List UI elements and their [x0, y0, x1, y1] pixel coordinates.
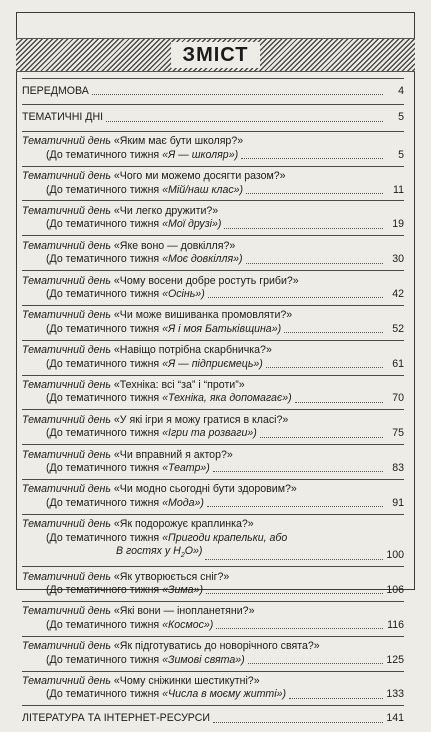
toc-entry[interactable] — [22, 375, 404, 410]
entry-prefix: Тематичний день — [22, 483, 111, 496]
page-number: 11 — [393, 183, 404, 196]
toc-entry[interactable] — [22, 671, 404, 706]
dot-leader — [241, 157, 383, 159]
dot-leader — [213, 721, 383, 723]
entry-prefix: Тематичний день — [22, 309, 111, 322]
entry-prefix: Тематичний день — [22, 239, 111, 252]
toc-section-thematic[interactable] — [22, 104, 404, 130]
entry-subtitle: (До тематичного тижня «Зимові свята») — [46, 653, 245, 666]
entry-prefix: Тематичний день — [22, 413, 111, 426]
entry-prefix: Тематичний день — [22, 379, 111, 391]
dot-leader — [206, 592, 383, 594]
toc-entry[interactable] — [22, 200, 404, 235]
entry-subtitle: (До тематичного тижня «Я — підприємець») — [46, 357, 263, 370]
entry-prefix: Тематичний день — [22, 518, 111, 531]
entry-title: «Чи вправний я актор?» — [113, 448, 233, 461]
entry-title: «Яким має бути школяр?» — [113, 135, 244, 148]
dot-leader — [224, 227, 383, 229]
page-number: 52 — [392, 322, 404, 335]
entry-subtitle: (До тематичного тижня «Техніка, яка допомагає») — [46, 392, 292, 405]
entry-prefix: Тематичний день — [22, 605, 111, 618]
toc-entry[interactable] — [22, 270, 404, 305]
dot-leader — [216, 627, 383, 629]
table-of-contents — [22, 78, 404, 732]
toc-entry[interactable] — [22, 601, 404, 636]
entry-subtitle: (До тематичного тижня «Числа в моєму житті») — [46, 688, 287, 701]
dot-leader — [208, 296, 383, 298]
toc-entry[interactable] — [22, 479, 404, 514]
entry-subtitle: (До тематичного тижня «Космос») — [46, 618, 214, 631]
page-number: 133 — [386, 688, 404, 701]
entry-title: «Яке воно — довкілля?» — [113, 239, 236, 252]
dot-leader — [289, 697, 383, 699]
toc-section-intro[interactable] — [22, 78, 404, 104]
page-number: 83 — [392, 462, 404, 475]
toc-entry[interactable] — [22, 566, 404, 601]
entry-prefix: Тематичний день — [22, 274, 111, 287]
page-number: 100 — [386, 549, 404, 562]
dot-leader — [260, 436, 383, 438]
page-number: 5 — [398, 111, 404, 124]
section-label: ЛІТЕРАТУРА ТА ІНТЕРНЕТ-РЕСУРСИ — [22, 712, 211, 725]
entry-prefix: Тематичний день — [22, 448, 111, 461]
entry-subtitle: (До тематичного тижня «Моє довкілля») — [46, 253, 243, 266]
entry-title: «Чого ми можемо досягти разом?» — [113, 170, 286, 183]
dot-leader — [284, 331, 383, 333]
entry-subtitle: (До тематичного тижня «Ігри та розваги») — [46, 427, 257, 440]
entry-prefix: Тематичний день — [22, 344, 111, 357]
page-number: 106 — [386, 583, 404, 596]
entry-prefix: Тематичний день — [22, 204, 111, 217]
page-number: 125 — [386, 653, 404, 666]
entry-prefix: Тематичний день — [22, 170, 111, 183]
toc-entry[interactable] — [22, 340, 404, 375]
entry-prefix: Тематичний день — [22, 135, 111, 148]
dot-leader — [92, 93, 383, 95]
entry-title: «У які ігри я можу гратися в класі?» — [113, 413, 289, 426]
entry-subtitle: (До тематичного тижня «Мої друзі») — [46, 218, 222, 231]
dot-leader — [213, 470, 383, 472]
dot-leader — [106, 120, 383, 122]
toc-entry[interactable] — [22, 235, 404, 270]
page-number: 42 — [392, 287, 404, 300]
page-number: 19 — [392, 218, 404, 231]
page-number: 70 — [392, 392, 404, 405]
page-number: 75 — [392, 427, 404, 440]
page-number: 91 — [392, 496, 404, 509]
entry-sub-prefix: (До тематичного тижня — [46, 531, 160, 544]
page-title: ЗМІСТ — [171, 42, 261, 68]
title-banner — [16, 38, 415, 72]
dot-leader — [246, 192, 383, 194]
page-number: 4 — [398, 85, 404, 97]
entry-title: «Чому восени добре ростуть гриби?» — [113, 274, 299, 287]
dot-leader — [246, 262, 383, 264]
section-label: ТЕМАТИЧНІ ДНІ — [22, 111, 104, 124]
page-number: 61 — [392, 357, 404, 370]
dot-leader — [295, 401, 383, 403]
entry-title: «Як підготуватись до новорічного свята?» — [113, 640, 320, 653]
entry-sub-title-cont: В гостях у $H_2O$») — [116, 545, 203, 560]
page-number: 116 — [387, 618, 404, 631]
entry-subtitle: (До тематичного тижня «Театр») — [46, 462, 210, 475]
entry-prefix: Тематичний день — [22, 675, 111, 688]
entry-prefix: Тематичний день — [22, 640, 111, 653]
toc-entry[interactable] — [22, 166, 404, 201]
entry-subtitle: (До тематичного тижня «Я і моя Батьківщина») — [46, 322, 282, 335]
entry-title: «Чи легко дружити?» — [113, 204, 219, 217]
dot-leader — [248, 662, 383, 664]
toc-entry[interactable] — [22, 444, 404, 479]
entry-subtitle: (До тематичного тижня «Мода») — [46, 496, 204, 509]
dot-leader — [207, 505, 383, 507]
page-number: 5 — [398, 148, 404, 161]
entry-sub-title: «Пригоди крапельки, або — [162, 531, 288, 544]
dot-leader — [205, 558, 383, 560]
toc-entry[interactable] — [22, 636, 404, 671]
toc-entry[interactable] — [22, 409, 404, 444]
entry-title: «Навіщо потрібна скарбничка?» — [113, 344, 272, 357]
toc-entry[interactable] — [22, 305, 404, 340]
toc-section-literature[interactable] — [22, 705, 404, 731]
toc-entry[interactable] — [22, 131, 404, 166]
entry-subtitle: (До тематичного тижня «Зима») — [46, 583, 203, 596]
toc-entry[interactable] — [22, 514, 404, 566]
entry-prefix: Тематичний день — [22, 570, 111, 583]
entry-subtitle: (До тематичного тижня «Я — школяр») — [46, 148, 239, 161]
entry-title: «Як утворюється сніг?» — [113, 570, 230, 583]
entry-subtitle: (До тематичного тижня «Мій/наш клас») — [46, 183, 244, 196]
entry-title: «Техніка: всі “за” і “проти”» — [113, 379, 245, 391]
entry-title: «Чи модно сьогодні бути здоровим?» — [113, 483, 297, 496]
entry-subtitle: (До тематичного тижня «Осінь») — [46, 287, 205, 300]
section-label: ПЕРЕДМОВА — [22, 85, 89, 97]
entry-title: «Які вони — інопланетяни?» — [113, 605, 255, 618]
dot-leader — [266, 366, 383, 368]
entry-title: «Чому сніжинки шестикутні?» — [113, 675, 260, 688]
page-number: 141 — [386, 712, 404, 725]
entry-title: «Як подорожує краплинка?» — [113, 518, 254, 531]
entry-title: «Чи може вишиванка промовляти?» — [113, 309, 293, 322]
page-number: 30 — [392, 253, 404, 266]
